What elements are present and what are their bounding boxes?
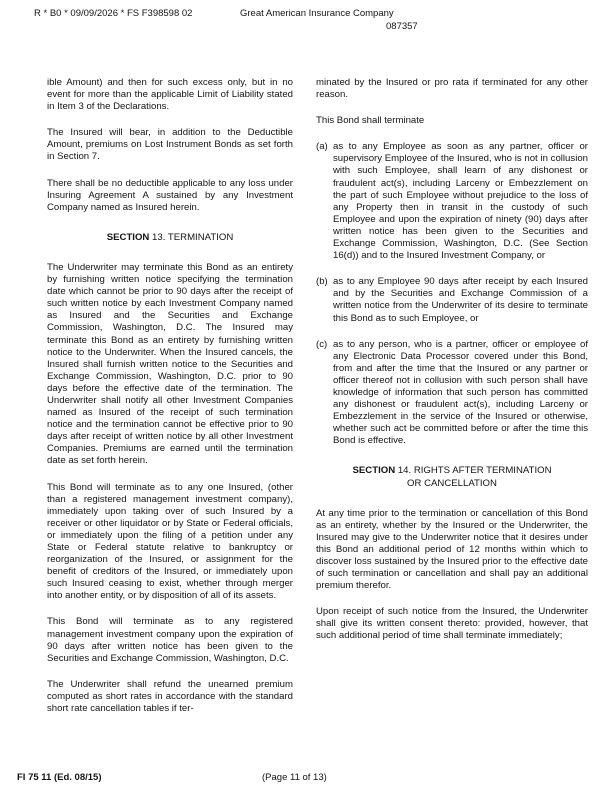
document-number: 087357 — [386, 21, 418, 32]
list-item-text: as to any Employee as soon as any partner, officer or supervisory Employee of the Insured, who is not in collusion with such Employee, shall learn of any dishonest or fraudulent act(s), including Larceny or Embezzlement on the part of such Employee without prejudice to the loss of any Property then in transit in the custody of such Employee and upon the expiration of ninety (90) days after written notice has been given to the Securities and Exchange Commission, Washington, D.C. (See Section 16(d)) and to the Insured Investment Company, or — [333, 141, 588, 262]
page-number: (Page 11 of 13) — [262, 772, 327, 783]
paragraph: The Underwriter may terminate this Bond as an entirety by furnishing written notice specifying the termination date which cannot be prior to 90 days after the receipt of such written notice by each Investment Company named as Insured and the Securities and Exchange Commission, Washington, D.C. The Insured may terminate this Bond as an entirety by furnishing written notice to the Underwriter. When the Insured cancels, the Insured shall furnish written notice to the Securities and Exchange Commission, Washington, D.C. prior to 90 days before the effective date of the termination. The Underwriter shall notify all other Investment Companies named as Insured of the receipt of such termination notice and the termination cannot be effective prior to 90 days after receipt of written notice by all other Investment Companies. Premiums are earned until the termination date as set forth herein. — [47, 261, 293, 467]
form-number: FI 75 11 (Ed. 08/15) — [17, 772, 102, 783]
section-title-line-2: OR CANCELLATION — [407, 477, 497, 489]
paragraph: This Bond shall terminate — [316, 115, 425, 127]
list-item-text: as to any Employee 90 days after receipt by each Insured and by the Securities and Exchange Commission of a written notice from the Underwriter of its desire to terminate this Bond as to such Employee, or — [333, 276, 588, 324]
right-column — [316, 77, 588, 657]
paragraph: ible Amount) and then for such excess only, but in no event for more than the applicable Limit of Liability stated in Item 3 of the Declarations. — [47, 77, 293, 113]
section-13-heading — [47, 232, 293, 244]
paragraph: There shall be no deductible applicable to any loss under Insuring Agreement A sustained by any Investment Company named as Insured herein. — [47, 177, 293, 213]
company-name: Great American Insurance Company — [240, 8, 394, 19]
paragraph: minated by the Insured or pro rata if terminated for any other reason. — [316, 77, 588, 101]
section-label: SECTION — [106, 231, 150, 243]
list-item — [316, 141, 588, 262]
paragraph: At any time prior to the termination or cancellation of this Bond as an entirety, whether by the Insured or the Underwriter, the Insured may give to the Underwriter notice that it desires under this Bond an additional period of 12 months within which to discover loss sustained by the Insured prior to the effective date of such termination or cancellation and shall pay an additional premium therefor. — [316, 507, 588, 592]
section-title: 13. TERMINATION — [152, 231, 234, 243]
section-title: 14. RIGHTS AFTER TERMINATION — [397, 465, 552, 477]
policy-reference: R * B0 * 09/09/2026 * FS F398598 02 — [34, 8, 193, 19]
list-marker: (a) — [316, 141, 328, 153]
paragraph: Upon receipt of such notice from the Insured, the Underwriter shall give its written consent thereto: provided, however, that such additional period of time shall terminate immediately; — [316, 606, 588, 642]
paragraph: The Insured will bear, in addition to the Deductible Amount, premiums on Lost Instrument Bonds as set forth in Section 7. — [47, 127, 293, 163]
paragraph: This Bond will terminate as to any one Insured, (other than a registered management investment company), immediately upon taking over of such Insured by a receiver or other liquidator or by State or Federal officials, or immediately upon the filing of a petition under any State or Federal statute relative to bankruptcy or reorganization of the Insured, or assignment for the benefit of creditors of the Insured, or immediately upon such Insured ceasing to exist, whether through merger into another entity, or by disposition of all of its assets. — [47, 481, 293, 602]
paragraph: The Underwriter shall refund the unearned premium computed as short rates in accordance with the standard short rate cancellation tables if ter- — [47, 678, 293, 715]
list-item — [316, 276, 588, 324]
paragraph: This Bond will terminate as to any registered management investment company upon the expiration of 90 days after written notice has been given to the Securities and Exchange Commission, Washington, D.C. — [47, 616, 293, 664]
list-marker: (c) — [316, 338, 328, 350]
list-item-text: as to any person, who is a partner, officer or employee of any Electronic Data Processor covered under this Bond, from and after the time that the Insured or any partner or officer thereof not in collusion with such person shall have knowledge of information that such person has committed any dishonest or fraudulent act(s), including Larceny or Embezzlement in the service of the Insured or otherwise, whether such act be committed before or after the time this Bond is effective. — [333, 338, 588, 447]
section-label: SECTION — [352, 465, 396, 477]
left-column — [47, 77, 293, 729]
list-item — [316, 339, 588, 448]
list-marker: (b) — [316, 276, 328, 288]
section-14-heading — [316, 465, 588, 489]
